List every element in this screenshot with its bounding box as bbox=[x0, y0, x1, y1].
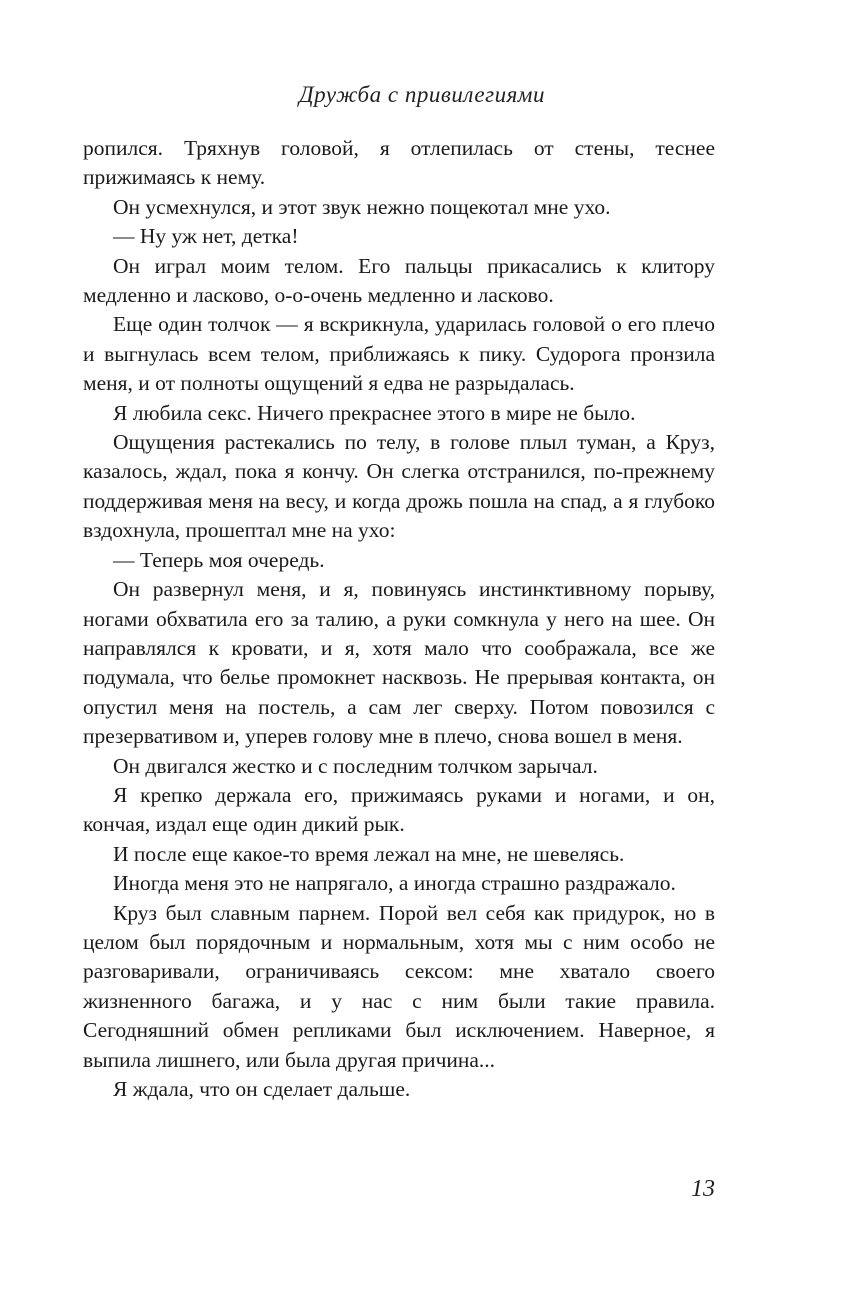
paragraph: — Ну уж нет, детка! bbox=[113, 224, 299, 249]
paragraph: Я ждала, что он сделает дальше. bbox=[113, 1077, 411, 1101]
paragraph: Иногда меня это не напрягало, а иногда страшно раздражало. bbox=[113, 871, 676, 896]
paragraph: Он двигался жестко и с последним толчком зарычал. bbox=[113, 753, 598, 778]
paragraph: И после еще какое-то время лежал на мне, не шевелясь. bbox=[113, 841, 625, 866]
paragraph: Он играл моим телом. Его пальцы прикасались к клитору медленно и ласково, о-о-очень медленно и ласково. bbox=[83, 253, 715, 308]
body-text bbox=[83, 134, 715, 1104]
paragraph: — Теперь моя очередь. bbox=[113, 547, 325, 572]
paragraph: Я любила секс. Ничего прекраснее этого в мире не было. bbox=[113, 400, 636, 425]
paragraph: Я крепко держала его, прижимаясь руками и ногами, и он, кончая, издал еще один дикий рык. bbox=[83, 782, 715, 837]
paragraph: Еще один толчок — я вскрикнула, ударилась головой о его плечо и выгнулась всем телом, приближаясь к пику. Судорога пронзила меня, и от полноты ощущений я едва не разрыдалась. bbox=[83, 312, 715, 396]
running-head: Дружба с привилегиями bbox=[299, 82, 545, 107]
paragraph: Он развернул меня, и я, повинуясь инстинктивному порыву, ногами обхватила его за талию, а руки сомкнула у него на шее. Он направлялся к кровати, и я, хотя мало что соображала, все же подумала, что белье промокнет насквозь. Не прерывая контакта, он опустил меня на постель, а сам лег сверху. Потом повозился с презервативом и, уперев голову мне в плечо, снова вошел в меня. bbox=[83, 577, 715, 749]
paragraph: Круз был славным парнем. Порой вел себя как придурок, но в целом был порядочным и нормальным, хотя мы с ним особо не разговаривали, ограничиваясь сексом: мне хватало своего жизненного багажа, и у нас с ним были такие правила. Сегодняшний обмен репликами был исключением. Наверное, я выпила лишнего, или была другая причина... bbox=[83, 900, 715, 1072]
paragraph: Ощущения растекались по телу, в голове плыл туман, а Круз, казалось, ждал, пока я кончу. Он слегка отстранился, по-прежнему поддерживая меня на весу, и когда дрожь пошла на спад, а я глубоко вздохнула, прошептал мне на ухо: bbox=[83, 430, 715, 543]
paragraph: ропился. Тряхнув головой, я отлепилась от стены, теснее прижимаясь к нему. bbox=[83, 136, 715, 190]
page-number: 13 bbox=[691, 1176, 715, 1202]
paragraph: Он усмехнулся, и этот звук нежно пощекотал мне ухо. bbox=[113, 194, 611, 219]
